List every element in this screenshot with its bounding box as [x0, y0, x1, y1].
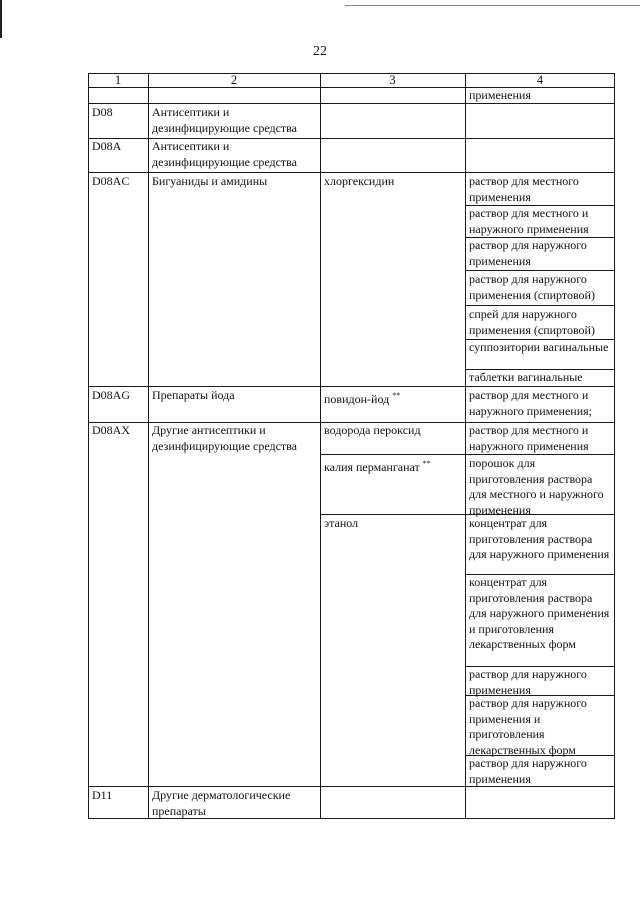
dosage-form: суппозитории вагинальные — [469, 340, 609, 354]
header-col-3: 3 — [389, 73, 396, 87]
dosage-form: раствор для наружного применения — [469, 238, 587, 268]
row-line — [88, 386, 615, 387]
atc-code: D08AX — [92, 423, 130, 437]
atc-group-name: Препараты йода — [152, 388, 235, 402]
atc-code: D08AG — [92, 388, 130, 402]
atc-group-name: Антисептики и дезинфицирующие средства — [152, 139, 298, 169]
dosage-form: спрей для наружного применения (спиртовой) — [469, 307, 595, 337]
atc-group-name: Бигуаниды и амидины — [152, 174, 268, 188]
dosage-form: раствор для наружного применения — [469, 667, 587, 697]
continued-form: применения — [469, 88, 531, 102]
dosage-form: таблетки вагинальные — [469, 370, 583, 384]
atc-code: D11 — [92, 788, 113, 802]
drug-name: хлоргексидин — [324, 174, 395, 188]
dosage-form: концентрат для приготовления раствора для наружного применения — [469, 516, 610, 561]
drug-name: водорода пероксид — [324, 423, 421, 437]
atc-group-name: Другие дерматологические препараты — [152, 788, 291, 818]
drug-name: этанол — [324, 516, 359, 530]
dosage-form: раствор для наружного применения и приготовления лекарственных форм — [469, 696, 587, 757]
mark-double-star: ** — [392, 391, 401, 400]
mark-double-star: ** — [422, 459, 431, 468]
drug-name: повидон-йод ** — [324, 391, 401, 406]
scan-top-rule — [345, 5, 640, 6]
dosage-form: раствор для местного и наружного применения — [469, 206, 589, 236]
dosage-form: раствор для местного и наружного применения — [469, 423, 589, 453]
row-line — [88, 172, 615, 173]
atc-group-name: Антисептики и дезинфицирующие средства — [152, 105, 298, 135]
dosage-form: раствор для местного и наружного применения; — [469, 388, 592, 418]
scan-edge-mark — [0, 0, 2, 38]
atc-code: D08 — [92, 105, 113, 119]
atc-group-name: Другие антисептики и дезинфицирующие средства — [152, 423, 298, 453]
dosage-form: порошок для приготовления раствора для местного и наружного применения — [469, 456, 604, 517]
medication-table — [88, 73, 615, 819]
header-col-1: 1 — [114, 73, 122, 87]
drug-name: калия перманганат ** — [324, 459, 431, 474]
dosage-form: раствор для наружного применения (спиртовой) — [469, 272, 595, 302]
dosage-form: раствор для местного применения — [469, 174, 579, 204]
atc-code: D08A — [92, 139, 122, 153]
cell-line — [465, 270, 615, 271]
page-number: 22 — [313, 44, 327, 59]
cell-line — [465, 305, 615, 306]
atc-code: D08AC — [92, 174, 130, 188]
header-col-2: 2 — [230, 73, 238, 87]
dosage-form: концентрат для приготовления раствора для наружного применения и приготовления лекарственных форм — [469, 575, 610, 651]
dosage-form: раствор для наружного применения — [469, 756, 587, 786]
header-col-4: 4 — [536, 73, 544, 87]
cell-line — [320, 454, 615, 455]
